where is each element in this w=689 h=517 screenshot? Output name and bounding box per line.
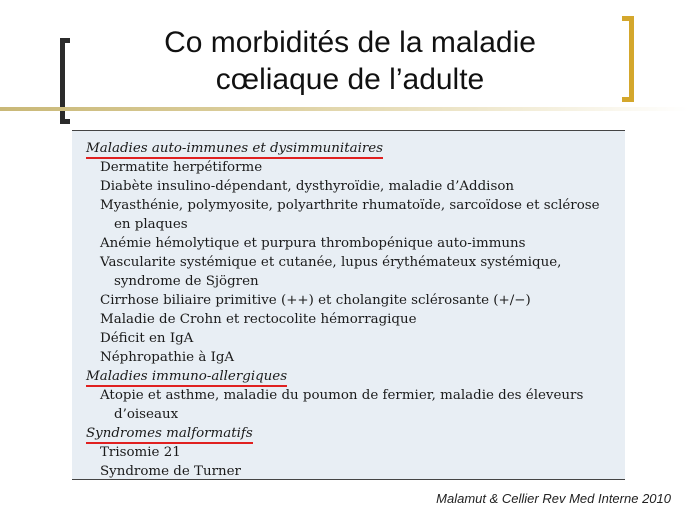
row-text-continuation: syndrome de Sjögren — [114, 274, 259, 289]
section-heading — [72, 139, 625, 158]
row-text: Déficit en IgA — [100, 331, 194, 346]
table-row — [72, 329, 625, 348]
row-text: Néphropathie à IgA — [100, 350, 235, 365]
table-row — [72, 310, 625, 329]
slide-title — [95, 24, 605, 98]
section-heading-text: Maladies immuno-allergiques — [86, 368, 287, 387]
section-heading — [72, 367, 625, 386]
section-heading-text: Maladies auto-immunes et dysimmunitaires — [86, 140, 383, 159]
table-row — [72, 177, 625, 196]
row-text: Diabète insulino-dépendant, dysthyroïdie, maladie d’Addison — [100, 179, 515, 194]
section-heading-text: Syndromes malformatifs — [86, 425, 253, 444]
table-row — [72, 348, 625, 367]
row-text: Trisomie 21 — [100, 445, 181, 460]
right-bracket-decoration — [622, 16, 634, 102]
table-row — [72, 443, 625, 462]
table-row — [72, 158, 625, 177]
comorbidity-table — [72, 130, 625, 480]
row-text: Anémie hémolytique et purpura thrombopénique auto-immuns — [100, 236, 526, 251]
row-text: Syndrome de Turner — [100, 464, 241, 479]
row-text-continuation: d’oiseaux — [114, 407, 179, 422]
table-row — [72, 253, 625, 291]
row-text: Cirrhose biliaire primitive (++) et cholangite sclérosante (+/−) — [100, 293, 531, 308]
row-text: Vascularite systémique et cutanée, lupus érythémateux systémique, — [100, 255, 562, 270]
row-text: Maladie de Crohn et rectocolite hémorragique — [100, 312, 417, 327]
table-row — [72, 386, 625, 424]
slide-title-line-2: cœliaque de l’adulte — [215, 63, 485, 96]
row-text: Myasthénie, polymyosite, polyarthrite rhumatoïde, sarcoïdose et sclérose — [100, 198, 600, 213]
table-row — [72, 291, 625, 310]
table-row — [72, 462, 625, 481]
slide-title-line-1: Co morbidités de la maladie — [164, 26, 536, 59]
row-text: Dermatite herpétiforme — [100, 160, 263, 175]
table-row — [72, 196, 625, 234]
row-text: Atopie et asthme, maladie du poumon de fermier, maladie des éleveurs — [100, 388, 584, 403]
table-row — [72, 234, 625, 253]
left-bracket-decoration — [60, 38, 70, 124]
citation: Malamut & Cellier Rev Med Interne 2010 — [436, 491, 671, 506]
row-text-continuation: en plaques — [114, 217, 188, 232]
section-heading — [72, 424, 625, 443]
title-divider-line — [0, 107, 689, 111]
